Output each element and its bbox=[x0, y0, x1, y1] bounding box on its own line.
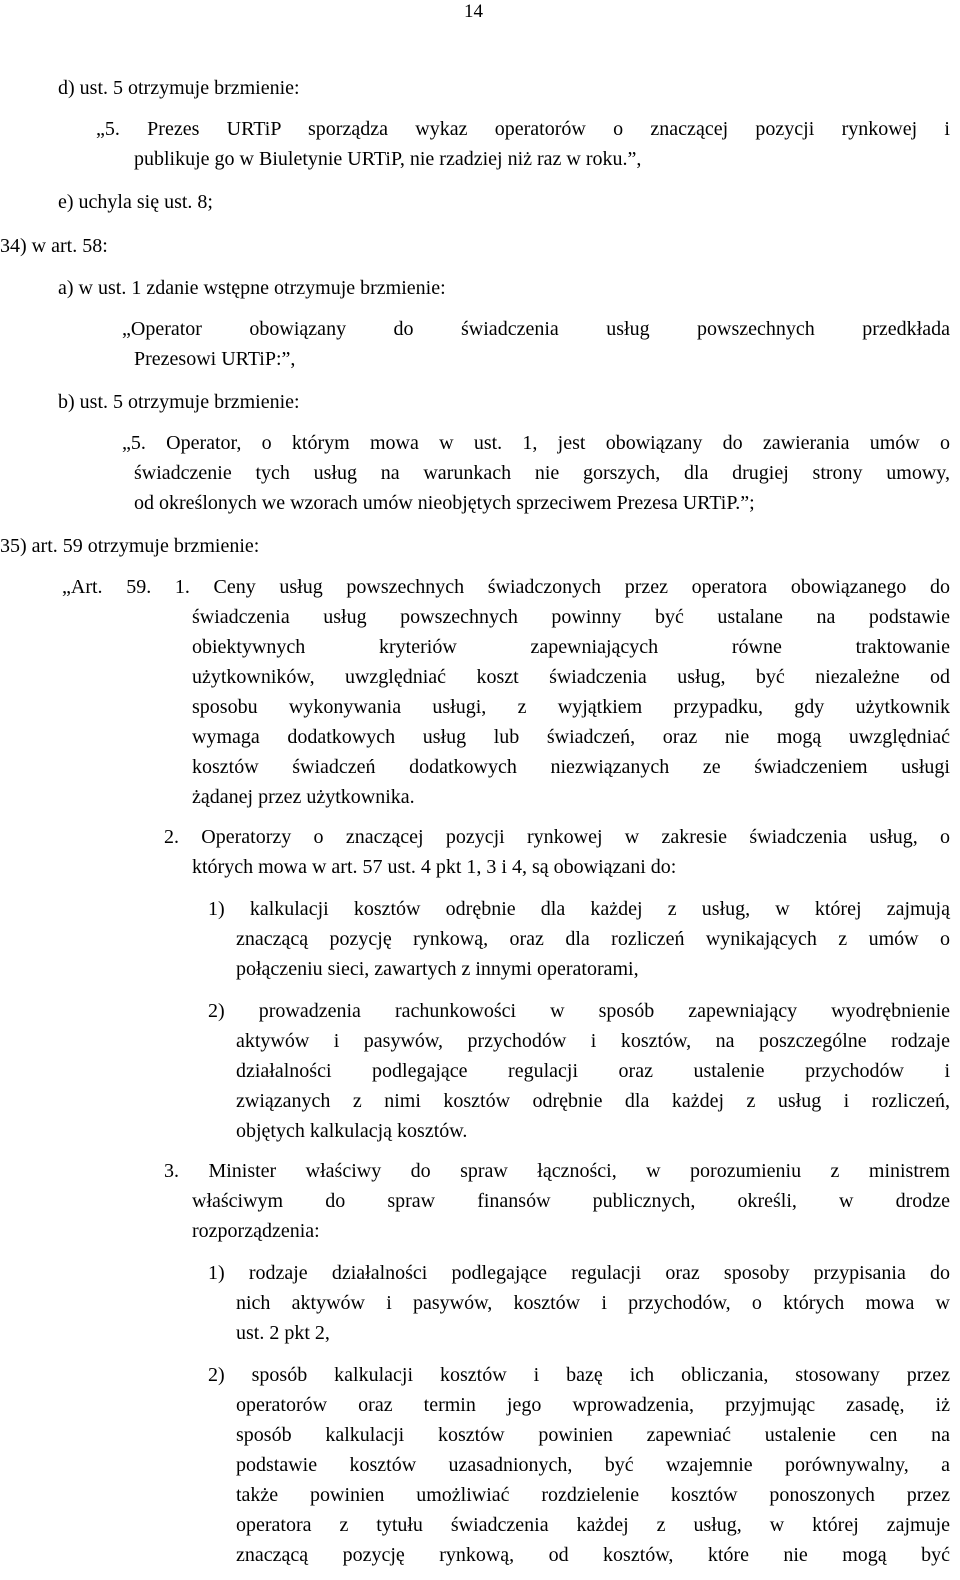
art-59-line: 3. Minister właściwy do spraw łączności, w porozumieniu z ministrem bbox=[164, 1160, 950, 1182]
art-59-line: nich aktywów i pasywów, kosztów i przychodów, o których mowa w bbox=[236, 1292, 950, 1314]
quote-line: „5. Operator, o którym mowa w ust. 1, jest obowiązany do zawierania umów o bbox=[122, 432, 950, 454]
art-59-line: znaczącą pozycję rynkową, od kosztów, które nie mogą być bbox=[236, 1544, 950, 1566]
art-59-line: objętych kalkulacją kosztów. bbox=[236, 1120, 468, 1142]
art-59-line: znaczącą pozycję rynkową, oraz dla rozliczeń wynikających z umów o bbox=[236, 928, 950, 950]
art-59-line: 1) kalkulacji kosztów odrębnie dla każdej z usług, w której zajmują bbox=[208, 898, 950, 920]
art-59-line: operatora z tytułu świadczenia każdej z usług, w której zajmuje bbox=[236, 1514, 950, 1536]
art-59-line: 2) sposób kalkulacji kosztów i bazę ich obliczania, stosowany przez bbox=[208, 1364, 950, 1386]
art-59-line: 1) rodzaje działalności podlegające regulacji oraz sposoby przypisania do bbox=[208, 1262, 950, 1284]
quote-line: „Operator obowiązany do świadczenia usług powszechnych przedkłada bbox=[122, 318, 950, 340]
art-59-line: świadczenia usług powszechnych powinny być ustalane na podstawie bbox=[192, 606, 950, 628]
art-59-line: 2) prowadzenia rachunkowości w sposób zapewniający wyodrębnienie bbox=[208, 1000, 950, 1022]
art-59-line: właściwym do spraw finansów publicznych, określi, w drodze bbox=[192, 1190, 950, 1212]
quote-line: Prezesowi URTiP:”, bbox=[134, 348, 296, 370]
art-59-line: 2. Operatorzy o znaczącej pozycji rynkowej w zakresie świadczenia usług, o bbox=[164, 826, 950, 848]
quote-line: „5. Prezes URTiP sporządza wykaz operatorów o znaczącej pozycji rynkowej i bbox=[96, 118, 950, 140]
art-59-line: sposobu wykonywania usługi, z wyjątkiem przypadku, gdy użytkownik bbox=[192, 696, 950, 718]
quote-line: publikuje go w Biuletynie URTiP, nie rzadziej niż raz w roku.”, bbox=[134, 148, 642, 170]
art-59-line: połączeniu sieci, zawartych z innymi operatorami, bbox=[236, 958, 639, 980]
art-59-line: kosztów świadczeń dodatkowych niezwiązanych ze świadczeniem usługi bbox=[192, 756, 950, 778]
art-59-line: żądanej przez użytkownika. bbox=[192, 786, 415, 808]
page-number: 14 bbox=[464, 1, 483, 22]
art-59-line: działalności podlegające regulacji oraz ustalenie przychodów i bbox=[236, 1060, 950, 1082]
item-a-heading: a) w ust. 1 zdanie wstępne otrzymuje brzmienie: bbox=[58, 277, 446, 299]
art-59-line: podstawie kosztów uzasadnionych, być wzajemnie porównywalny, a bbox=[236, 1454, 950, 1476]
point-35-heading: 35) art. 59 otrzymuje brzmienie: bbox=[0, 535, 260, 557]
art-59-line: których mowa w art. 57 ust. 4 pkt 1, 3 i 4, są obowiązani do: bbox=[192, 856, 677, 878]
art-59-line: także powinien umożliwiać rozdzielenie kosztów ponoszonych przez bbox=[236, 1484, 950, 1506]
item-b-heading: b) ust. 5 otrzymuje brzmienie: bbox=[58, 391, 300, 413]
item-d-heading: d) ust. 5 otrzymuje brzmienie: bbox=[58, 77, 300, 99]
point-34-heading: 34) w art. 58: bbox=[0, 235, 108, 257]
item-e: e) uchyla się ust. 8; bbox=[58, 191, 213, 213]
art-59-line: użytkowników, uwzględniać koszt świadczenia usług, być niezależne od bbox=[192, 666, 950, 688]
art-59-line: operatorów oraz termin jego wprowadzenia, przyjmując zasadę, iż bbox=[236, 1394, 950, 1416]
art-59-line: wymaga dodatkowych usług lub świadczeń, oraz nie mogą uwzględniać bbox=[192, 726, 950, 748]
art-59-line: aktywów i pasywów, przychodów i kosztów, na poszczególne rodzaje bbox=[236, 1030, 950, 1052]
art-59-line: ust. 2 pkt 2, bbox=[236, 1322, 330, 1344]
art-59-line: „Art. 59. 1. Ceny usług powszechnych świadczonych przez operatora obowiązanego do bbox=[62, 576, 950, 598]
quote-line: świadczenie tych usług na warunkach nie gorszych, dla drugiej strony umowy, bbox=[134, 462, 950, 484]
quote-line: od określonych we wzorach umów nieobjętych sprzeciwem Prezesa URTiP.”; bbox=[134, 492, 755, 514]
art-59-line: sposób kalkulacji kosztów powinien zapewniać ustalenie cen na bbox=[236, 1424, 950, 1446]
art-59-line: związanych z nimi kosztów odrębnie dla każdej z usług i rozliczeń, bbox=[236, 1090, 950, 1112]
art-59-line: rozporządzenia: bbox=[192, 1220, 320, 1242]
art-59-line: obiektywnych kryteriów zapewniających równe traktowanie bbox=[192, 636, 950, 658]
